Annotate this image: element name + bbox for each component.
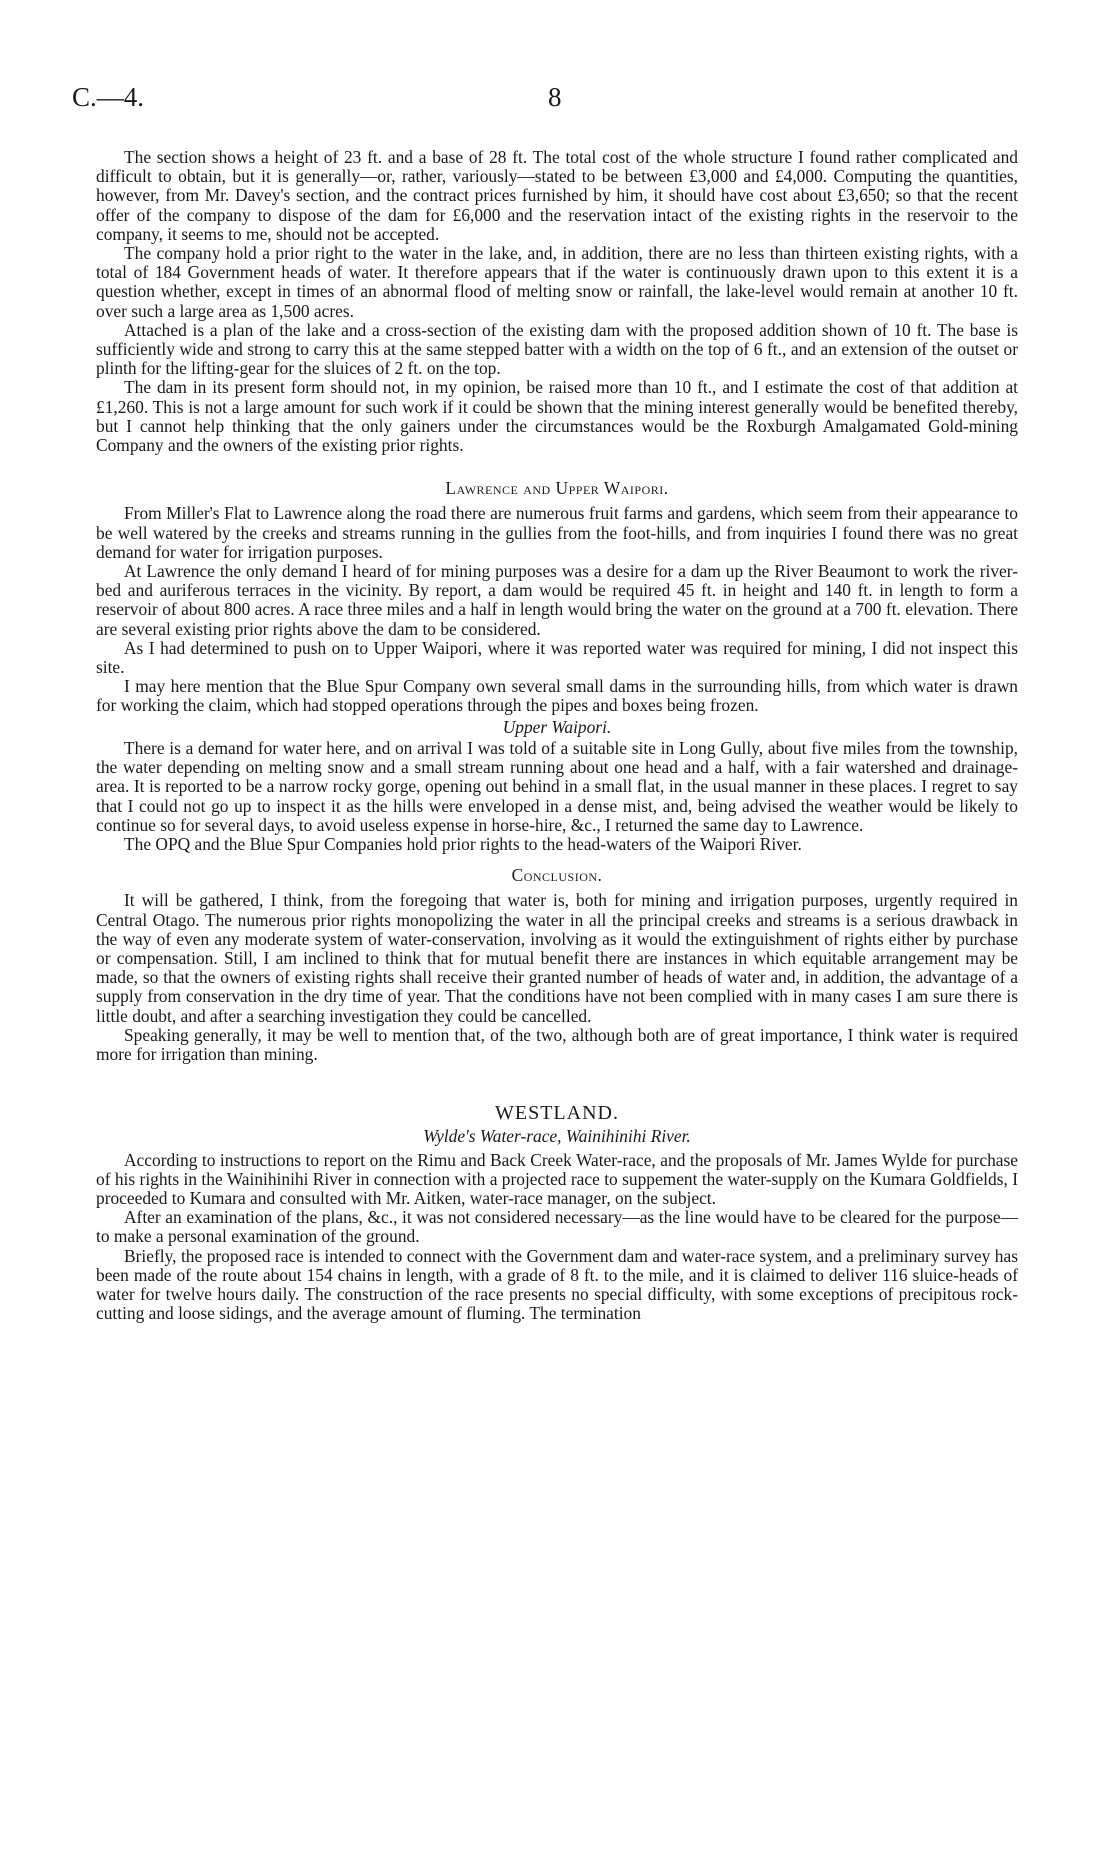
- paragraph: After an examination of the plans, &c., it was not considered necessary—as the line would have to be cleared for the purpose—to make a personal examination of the ground.: [96, 1207, 1018, 1247]
- document-body: [96, 148, 1018, 1323]
- paragraph: According to instructions to report on the Rimu and Back Creek Water-race, and the proposals of Mr. James Wylde for purchase of his rights in the Wainihinihi River in connection with a projected race to suppement the water-supply on the Kumara Goldfields, I proceeded to Kumara and consulted with Mr. Aitken, water-race manager, on the subject.: [96, 1149, 1018, 1208]
- paragraph: There is a demand for water here, and on arrival I was told of a suitable site in Long Gully, about five miles from the township, the water depending on melting snow and a small stream running about one head and a half, with a fair watershed and drainage-area. It is reported to be a narrow rocky gorge, opening out behind in a small flat, in the usual manner in these places. I regret to say that I could not go up to inspect it as the hills were enveloped in a dense mist, and, being advised the weather would be likely to continue so for several days, to avoid useless expense in horse-hire, &c., I returned the same day to Lawrence.: [96, 737, 1018, 835]
- paragraph: The OPQ and the Blue Spur Companies hold prior rights to the head-waters of the Waipori River.: [124, 833, 802, 854]
- paragraph: Attached is a plan of the lake and a cross-section of the existing dam with the proposed addition shown of 10 ft. The base is sufficiently wide and strong to carry this at the same stepped batter with a width on the top of 6 ft., and an extension of the outset or plinth for the lifting-gear for the sluices of 2 ft. on the top.: [96, 319, 1018, 379]
- paragraph: The section shows a height of 23 ft. and a base of 28 ft. The total cost of the whole structure I found rather complicated and difficult to obtain, but it is generally—or, rather, variously—stated to be between £3,000 and £4,000. Computing the quantities, however, from Mr. Davey's section, and the contract prices furnished by him, it should have cost about £3,650; so that the recent offer of the company to dispose of the dam for £6,000 and the reservation intact of the existing rights in the reservoir to the company, it seems to me, should not be accepted.: [96, 147, 1018, 244]
- paragraph: Briefly, the proposed race is intended to connect with the Government dam and water-race system, and a preliminary survey has been made of the route about 154 chains in length, with a grade of 8 ft. to the mile, and it is claimed to deliver 116 sluice-heads of water for twelve hours daily. The construction of the race presents no special difficulty, with some exceptions of precipitous rock-cutting and loose sidings, and the average amount of fluming. The termination: [96, 1245, 1018, 1324]
- subheading-wyldes-water-race: Wylde's Water-race, Wainihinihi River.: [423, 1126, 691, 1147]
- section-heading-conclusion: Conclusion.: [511, 865, 603, 886]
- region-heading-westland: WESTLAND.: [495, 1102, 619, 1125]
- paragraph: At Lawrence the only demand I heard of for mining purposes was a desire for a dam up the River Beaumont to work the river-bed and auriferous terraces in the vicinity. By report, a dam would be required 45 ft. in height and 140 ft. in length to form a reservoir of about 800 acres. A race three miles and a half in length would bring the water on the ground at a 700 ft. elevation. There are several existing prior rights above the dam to be considered.: [96, 561, 1018, 639]
- section-heading-lawrence: Lawrence and Upper Waipori.: [445, 478, 669, 499]
- subheading-upper-waipori: Upper Waipori.: [502, 716, 612, 737]
- paragraph: As I had determined to push on to Upper Waipori, where it was reported water was required for mining, I did not inspect this site.: [96, 637, 1018, 678]
- page-number: 8: [548, 82, 562, 112]
- paragraph: Speaking generally, it may be well to mention that, of the two, although both are of great importance, I think water is required more for irrigation than mining.: [96, 1024, 1018, 1064]
- running-head: [72, 82, 1042, 118]
- paragraph: It will be gathered, I think, from the foregoing that water is, both for mining and irrigation purposes, urgently required in Central Otago. The numerous prior rights monopolizing the water in all the principal creeks and streams is a serious drawback in the way of even any moderate system of water-conservation, involving as it would the extinguishment of rights either by purchase or compensation. Still, I am inclined to think that for mutual benefit there are instances in which equitable arrangement may be made, so that the owners of existing rights shall receive their granted number of heads of water and, in addition, the advantage of a supply from conservation in the dry time of year. That the conditions have not been complied with in many cases I am sure there is little doubt, and after a searching investigation they could be cancelled.: [96, 890, 1018, 1026]
- paragraph: The company hold a prior right to the water in the lake, and, in addition, there are no less than thirteen existing rights, with a total of 184 Government heads of water. It therefore appears that if the water is continuously drawn upon to this extent it is a question whether, except in times of an abnormal flood of melting snow or rainfall, the lake-level would remain at another 10 ft. over such a large area as 1,500 acres.: [96, 243, 1018, 321]
- document-id: C.—4.: [72, 82, 145, 112]
- paragraph: The dam in its present form should not, in my opinion, be raised more than 10 ft., and I estimate the cost of that addition at £1,260. This is not a large amount for such work if it could be shown that the mining interest generally would be benefited thereby, but I cannot help thinking that the only gainers under the circumstances would be the Roxburgh Amalgamated Gold-mining Company and the owners of the existing prior rights.: [96, 377, 1018, 456]
- paragraph: From Miller's Flat to Lawrence along the road there are numerous fruit farms and gardens, which seem from their appearance to be well watered by the creeks and streams running in the gullies from the foot-hills, and from inquiries I found there was no great demand for water for irrigation purposes.: [96, 503, 1018, 562]
- paragraph: I may here mention that the Blue Spur Company own several small dams in the surrounding hills, from which water is drawn for working the claim, which had stopped operations through the pipes and boxes being frozen.: [96, 676, 1018, 716]
